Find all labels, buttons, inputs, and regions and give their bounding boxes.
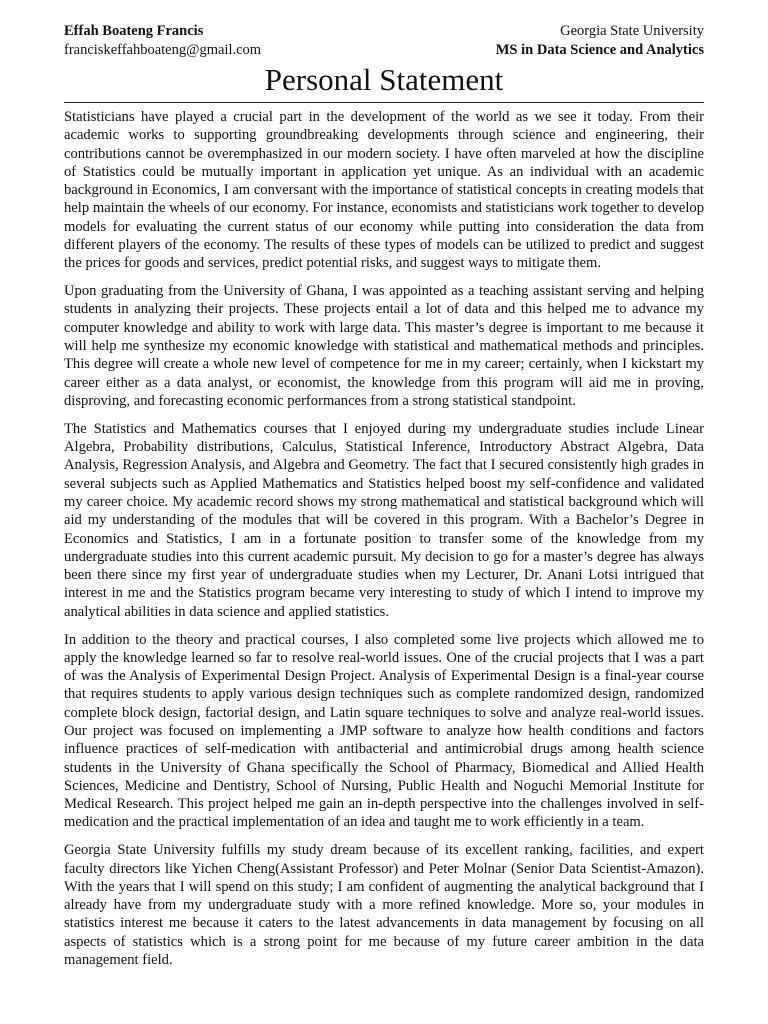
document-header bbox=[64, 22, 704, 60]
author-email: franciskeffahboateng@gmail.com bbox=[64, 42, 262, 58]
statement-body bbox=[64, 108, 704, 979]
university-name: Georgia State University bbox=[560, 23, 704, 39]
page-title: Personal Statement bbox=[264, 62, 504, 97]
paragraph-3: The Statistics and Mathematics courses that I enjoyed during my undergraduate studies include Linear Algebra, Probability distributions, Calculus, Statistical Inference, Introductory Abstract Algebra, Data Analysis, Regression Analysis, and Algebra and Geometry. The fact that I secured consistently high grades in several subjects such as Applied Mathematics and Statistics helped boost my self-confidence and validated my career choice. My academic record shows my strong mathematical and statistical background which will aid my understanding of the modules that will be covered in this program. With a Bachelor’s Degree in Economics and Statistics, I am in a fortunate position to transfer some of the knowledge from my undergraduate studies into this current academic pursuit. My decision to go for a master’s degree has always been there since my first year of undergraduate studies when my Lecturer, Dr. Anani Lotsi intrigued that interest in me and the Statistics program became very interesting to study of which I intend to improve my analytical abilities in data science and applied statistics. bbox=[64, 420, 704, 620]
paragraph-2: Upon graduating from the University of Ghana, I was appointed as a teaching assistant serving and helping students in analyzing their projects. These projects entail a lot of data and this helped me to advance my computer knowledge and ability to work with large data. This master’s degree is important to me because it will help me synthesize my economic knowledge with statistical and mathematical methods and principles. This degree will create a whole new level of competence for me in my career; certainly, when I kickstart my career either as a data analyst, or economist, the knowledge from this program will aid me in proving, disproving, and forecasting economic performances from a strong statistical standpoint. bbox=[64, 283, 704, 409]
header-row-2 bbox=[64, 41, 704, 60]
program-name: MS in Data Science and Analytics bbox=[495, 42, 704, 58]
author-name: Effah Boateng Francis bbox=[64, 23, 204, 39]
paragraph-1: Statisticians have played a crucial part in the development of the world as we see it today. From their academic works to supporting groundbreaking developments through science and engineering, their contributions cannot be overemphasized in our modern society. I have often marveled at how the discipline of Statistics could be mutually important in application yet unique. As an individual with an academic background in Economics, I am conversant with the importance of statistical concepts in creating models that help maintain the wheels of our economy. For instance, economists and statisticians work together to develop models for evaluating the current status of our economy while putting into consideration the data from different players of the economy. The results of these types of models can be utilized to predict and suggest the prices for goods and services, predict potential risks, and suggest ways to mitigate them. bbox=[64, 109, 704, 272]
title-divider bbox=[64, 102, 704, 103]
paragraph-4: In addition to the theory and practical courses, I also completed some live projects which allowed me to apply the knowledge learned so far to resolve real-world issues. One of the crucial projects that I was a part of was the Analysis of Experimental Design Project. Analysis of Experimental Design is a final-year course that requires students to apply various design techniques such as complete randomized design, randomized complete block design, factorial design, and Latin square techniques to solve and analyze real-world issues. Our project was focused on implementing a JMP software to analyze how health conditions and factors influence practices of self-medication with antibacterial and antimicrobial drugs among health science students in the University of Ghana specifically the School of Pharmacy, Biomedical and Allied Health Sciences, Medicine and Dentistry, School of Nursing, Public Health and Noguchi Memorial Institute for Medical Research. This project helped me gain an in-depth perspective into the challenges involved in self-medication and the practical implementation of an idea and taught me to work efficiently in a team. bbox=[64, 631, 704, 831]
header-row-1 bbox=[64, 22, 704, 41]
paragraph-5: Georgia State University fulfills my study dream because of its excellent ranking, facilities, and expert faculty directors like Yichen Cheng(Assistant Professor) and Peter Molnar (Senior Data Scientist-Amazon). With the years that I will spend on this study; I am confident of augmenting the analytical background that I already have from my undergraduate study with a more refined knowledge. More so, your modules in statistics interest me because it caters to the latest advancements in data management by focusing on all aspects of statistics which is a strong point for me because of my future career ambition in the data management field. bbox=[64, 842, 704, 969]
